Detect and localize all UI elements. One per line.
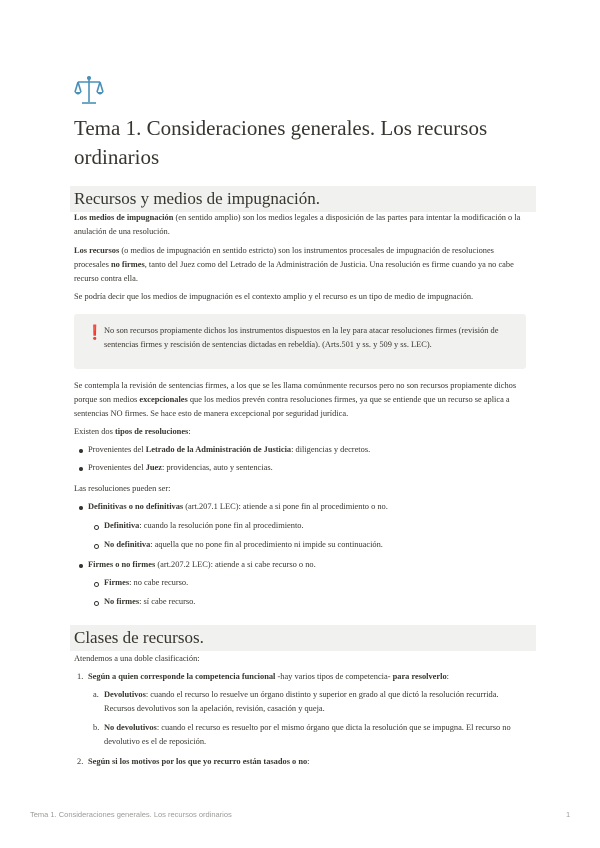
list-item: No devolutivos: cuando el recurso es resuelto por el mismo órgano que dicta la resolución que se impugna. El recurso no devolutivo es el de reposición. — [104, 723, 511, 746]
paragraph: Los recursos (o medios de impugnación en sentido estricto) son los instrumentos procesales de impugnación de resoluciones procesales no firmes, tanto del Juez como del Letrado de la Administración de Justicia. Una resolución es firme cuando ya no cabe recurso contra ella. — [74, 246, 514, 283]
paragraph: Existen dos tipos de resoluciones: — [74, 427, 191, 436]
bullet-circle — [94, 544, 99, 549]
bullet-circle — [94, 525, 99, 530]
callout-box — [74, 314, 526, 369]
list-number: 2. — [77, 757, 84, 766]
bullet-dot — [79, 467, 83, 471]
list-item: Provenientes del Juez: providencias, auto y sentencias. — [88, 463, 273, 472]
section-heading-recursos: Recursos y medios de impugnación. — [70, 186, 536, 212]
list-item: Firmes o no firmes (art.207.2 LEC): atiende a si cabe recurso o no. — [88, 560, 316, 569]
paragraph: Se contempla la revisión de sentencias firmes, a los que se les llama comúnmente recursos pero no son recursos propiamente dichos porque son medios excepcionales que los medios prevén contra resoluciones firmes, ya que se entiende que un recurso se aplica a sentencias NO firmes. Se hace esto de manera excepcional por seguridad jurídica. — [74, 381, 517, 418]
list-item: Devolutivos: cuando el recurso lo resuelve un órgano distinto y superior en grado al que dictó la resolución recurrida. Recursos devolutivos son la apelación, revisión, casación y queja. — [104, 690, 499, 713]
paragraph: Los medios de impugnación (en sentido amplio) son los medios legales a disposición de las partes para intentar la modificación o la anulación de una resolución. — [74, 213, 521, 236]
list-letter: b. — [93, 723, 100, 732]
list-item: No firmes: sí cabe recurso. — [104, 597, 196, 606]
footer-title: Tema 1. Consideraciones generales. Los recursos ordinarios — [30, 810, 232, 819]
list-item: Firmes: no cabe recurso. — [104, 578, 189, 587]
list-item: Según a quien corresponde la competencia funcional -hay varios tipos de competencia- para resolverlo: — [88, 672, 449, 681]
list-letter: a. — [93, 690, 99, 699]
bullet-dot — [79, 449, 83, 453]
paragraph: Se podría decir que los medios de impugnación es el contexto amplio y el recurso es un tipo de medio de impugnación. — [74, 292, 474, 301]
list-number: 1. — [77, 672, 84, 681]
page-title: Tema 1. Consideraciones generales. Los recursos ordinarios — [74, 116, 488, 169]
section-heading-clases: Clases de recursos. — [70, 625, 536, 651]
bullet-dot — [79, 564, 83, 568]
bullet-circle — [94, 601, 99, 606]
bullet-dot — [79, 506, 83, 510]
list-item: Según si los motivos por los que yo recurro están tasados o no: — [88, 757, 310, 766]
paragraph: Atendemos a una doble clasificación: — [74, 654, 200, 663]
bullet-circle — [94, 582, 99, 587]
callout-text: No son recursos propiamente dichos los instrumentos dispuestos en la ley para atacar resoluciones firmes (revisión de sentencias firmes y rescisión de sentencias dictadas en rebeldía). (Arts.501 y ss. y 509 y ss. LEC). — [104, 326, 499, 349]
page-number: 1 — [566, 810, 571, 819]
list-item: Definitivas o no definitivas (art.207.1 LEC): atiende a si pone fin al procedimiento o no. — [88, 502, 388, 511]
exclamation-icon: ❗ — [86, 324, 104, 340]
list-item: Definitiva: cuando la resolución pone fin al procedimiento. — [104, 521, 304, 530]
list-item: Provenientes del Letrado de la Administración de Justicia: diligencias y decretos. — [88, 445, 371, 454]
balance-scale-icon — [74, 74, 104, 106]
list-item: No definitiva: aquella que no pone fin al procedimiento ni impide su continuación. — [104, 540, 383, 549]
paragraph: Las resoluciones pueden ser: — [74, 484, 171, 493]
